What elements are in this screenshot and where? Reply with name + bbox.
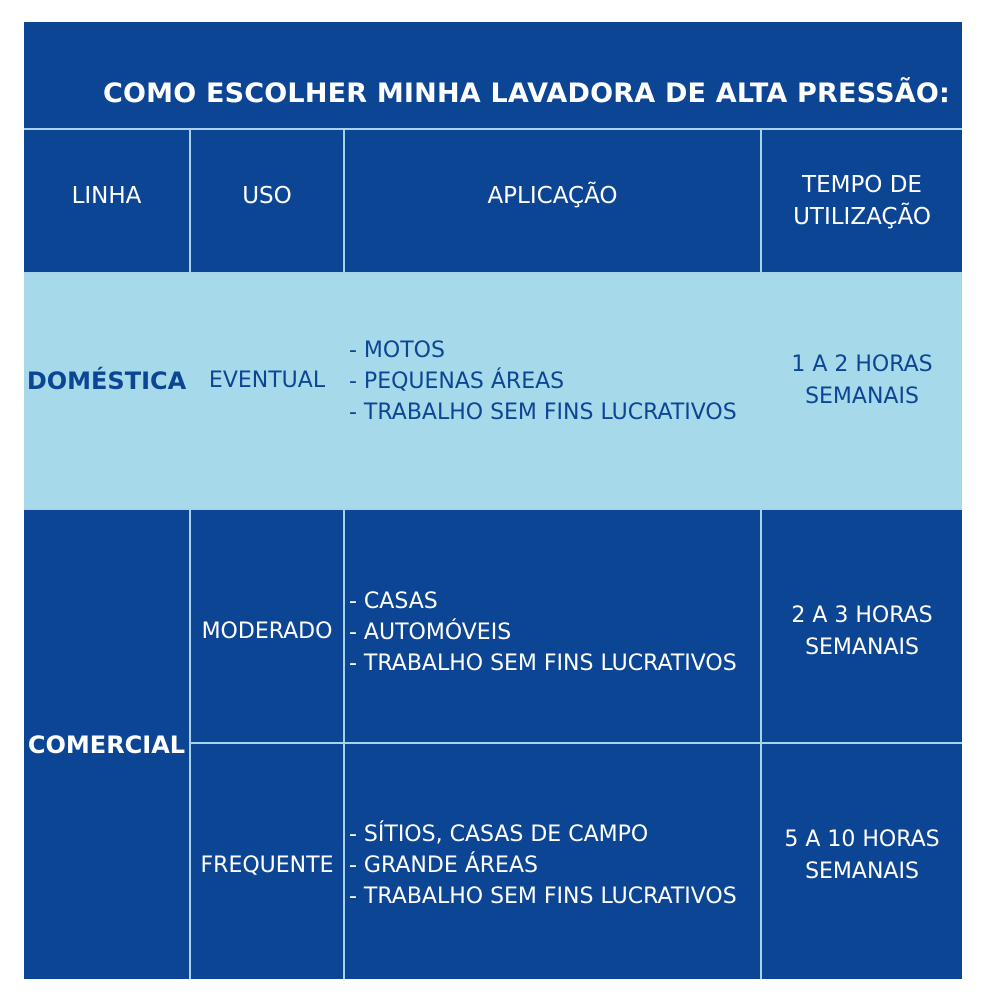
aplicacao-item: - TRABALHO SEM FINS LUCRATIVOS	[349, 399, 737, 425]
tempo-frequente-line2: SEMANAIS	[805, 858, 919, 884]
table-title: COMO ESCOLHER MINHA LAVADORA DE ALTA PRESSÃO:	[102, 78, 950, 109]
aplicacao-item: - GRANDE ÁREAS	[349, 853, 538, 878]
tempo-moderado	[762, 510, 962, 742]
header-tempo-line1: TEMPO DE	[802, 172, 922, 198]
aplicacao-item: - SÍTIOS, CASAS DE CAMPO	[349, 822, 649, 847]
tempo-frequente-line1: 5 A 10 HORAS	[784, 826, 940, 852]
aplicacao-item: - MOTOS	[349, 337, 445, 363]
aplicacao-item: - CASAS	[349, 588, 438, 614]
aplicacao-frequente	[345, 744, 760, 979]
header-aplicacao: APLICAÇÃO	[487, 183, 618, 209]
header-uso: USO	[242, 183, 292, 209]
tempo-domestica	[762, 274, 962, 508]
aplicacao-domestica	[345, 274, 760, 508]
aplicacao-item: - PEQUENAS ÁREAS	[349, 368, 565, 394]
aplicacao-item: - TRABALHO SEM FINS LUCRATIVOS	[349, 884, 737, 909]
uso-eventual: EVENTUAL	[208, 368, 326, 393]
header-tempo-line2: UTILIZAÇÃO	[793, 204, 931, 230]
aplicacao-moderado	[345, 510, 760, 742]
tempo-moderado-line2: SEMANAIS	[805, 635, 919, 660]
comparison-table	[24, 22, 962, 979]
tempo-domestica-line2: SEMANAIS	[805, 384, 919, 409]
linha-comercial: COMERCIAL	[27, 730, 186, 759]
aplicacao-item: - AUTOMÓVEIS	[349, 619, 512, 645]
header-tempo	[762, 130, 962, 272]
uso-frequente: FREQUENTE	[200, 852, 334, 878]
tempo-domestica-line1: 1 A 2 HORAS	[791, 352, 933, 377]
linha-domestica: DOMÉSTICA	[26, 367, 187, 395]
aplicacao-item: - TRABALHO SEM FINS LUCRATIVOS	[349, 650, 737, 676]
header-linha: LINHA	[71, 183, 142, 209]
tempo-frequente	[762, 744, 962, 979]
uso-moderado: MODERADO	[201, 619, 333, 644]
tempo-moderado-line1: 2 A 3 HORAS	[791, 603, 933, 628]
